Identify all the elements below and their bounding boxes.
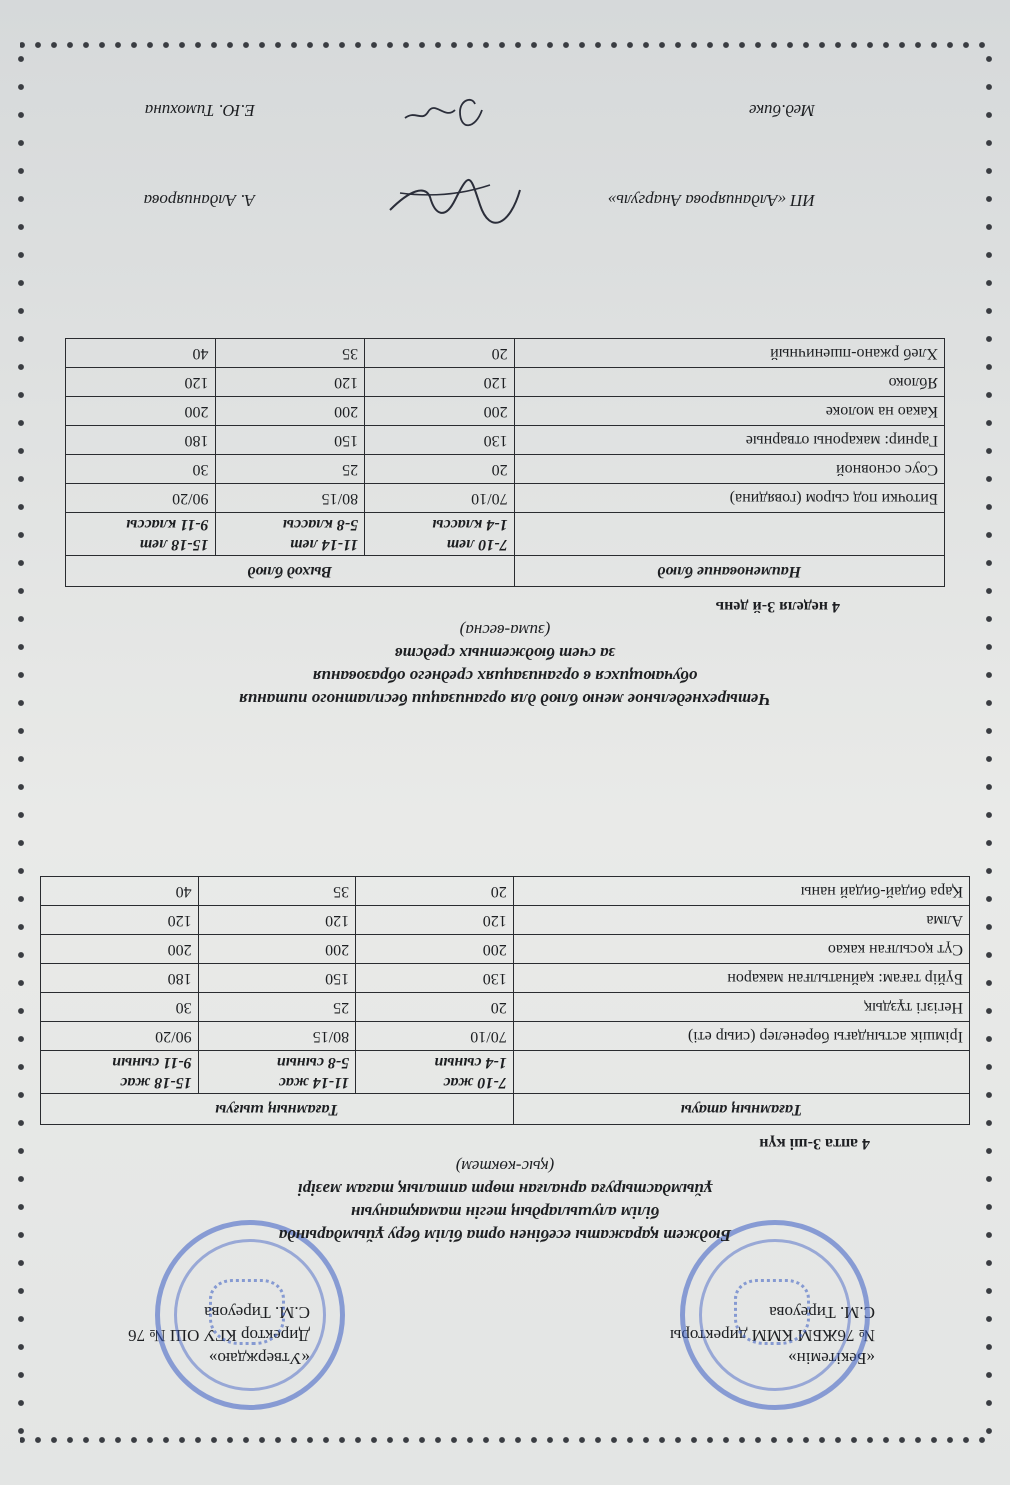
kz-season: (қыс-көктем): [455, 1157, 555, 1176]
table-row: Негізгі тұздық 20 25 30: [41, 993, 970, 1022]
ru-col-yield-header: Выход блюд: [66, 556, 515, 587]
kz-day-label: 4 апта 3-ші күн: [759, 1135, 870, 1152]
kz-age-header-blank: [513, 1051, 969, 1094]
table-row: Гарнир: макароны отварные 130 150 180: [66, 426, 945, 455]
ip-label: ИП «Алданиярова Анаргуль»: [607, 191, 815, 210]
ru-title-line2: обучающихся в организациях среднего образования: [312, 667, 698, 686]
table-row: Алма 120 120 120: [41, 906, 970, 935]
ru-title-line1: Четырехнедельное меню блюд для организации бесплатного питания: [239, 690, 771, 709]
approve-ru-line2: С.М. Тиреуова: [204, 1303, 310, 1322]
kz-age-3: 15-18 жас 9-11 сынып: [41, 1051, 199, 1094]
kz-title-line2: білім алушылардың тегін тамақтануын: [350, 1203, 660, 1222]
round-stamp-right: [155, 1220, 345, 1410]
approve-kz-line1: № 76ЖБМ КММ директоры: [669, 1326, 875, 1345]
kz-col-name-header: Тағамның атауы: [513, 1094, 969, 1125]
ru-age-3: 15-18 лет 9-11 классы: [66, 513, 216, 556]
ru-menu-table: [65, 338, 945, 587]
table-row: Соус основной 20 25 30: [66, 455, 945, 484]
ru-age-header-blank: [514, 513, 944, 556]
table-row: Сүт қосылған какао 200 200 200: [41, 935, 970, 964]
kz-title-line1: Бюджет қаражаты есебінен орта білім беру ұйымдарында: [278, 1226, 732, 1245]
med-label: Мед.бике: [748, 101, 815, 120]
ru-title-line3: за счет бюджетных средств: [394, 644, 616, 663]
ip-name: А. Алданиярова: [143, 191, 255, 210]
kz-title-line3: ұйымдастыруға арналған төрт апталық тағам мәзірі: [297, 1180, 713, 1199]
table-row: Биточки под сыром (говядина) 70/10 80/15 90/20: [66, 484, 945, 513]
round-stamp-left: [680, 1220, 870, 1410]
approve-kz-line2: С.М. Тиреуова: [769, 1303, 875, 1322]
med-name: Е.Ю. Тимохина: [144, 101, 255, 120]
ru-age-2: 11-14 лет 5-8 классы: [215, 513, 365, 556]
signature-aldaniyarova: [380, 160, 530, 245]
table-row: Қара бидай-бидай наны 20 35 40: [41, 877, 970, 906]
approve-kz-title: «Бекітемін»: [788, 1349, 875, 1368]
approve-ru-line1: Директор КГУ ОШ № 76: [128, 1326, 310, 1345]
table-row: Бүйір тағам: қайнатылған макарон 130 150 180: [41, 964, 970, 993]
perforation-top: [20, 1435, 990, 1445]
kz-col-yield-header: Тағамның шығуы: [41, 1094, 514, 1125]
table-row: Какао на молоке 200 200 200: [66, 397, 945, 426]
ru-day-label: 4 неделя 3-й день: [715, 598, 840, 615]
perforation-bottom: [20, 40, 990, 50]
signature-timokhina: [400, 85, 490, 140]
table-row: Ірімшік астындағы бөренелер (сиыр еті) 70/10 80/15 90/20: [41, 1022, 970, 1051]
kz-age-2: 11-14 жас 5-8 сынып: [198, 1051, 356, 1094]
kz-menu-table: [40, 876, 970, 1125]
approve-ru-title: «Утверждаю»: [208, 1349, 310, 1368]
ru-season: (зима-весна): [459, 621, 551, 640]
table-row: Хлеб ржано-пшеничный 20 35 40: [66, 339, 945, 368]
ru-age-1: 7-10 лет 1-4 классы: [365, 513, 515, 556]
table-row: Яблоко 120 120 120: [66, 368, 945, 397]
kz-age-1: 7-10 жас 1-4 сынып: [356, 1051, 514, 1094]
ru-col-name-header: Наименование блюд: [514, 556, 944, 587]
